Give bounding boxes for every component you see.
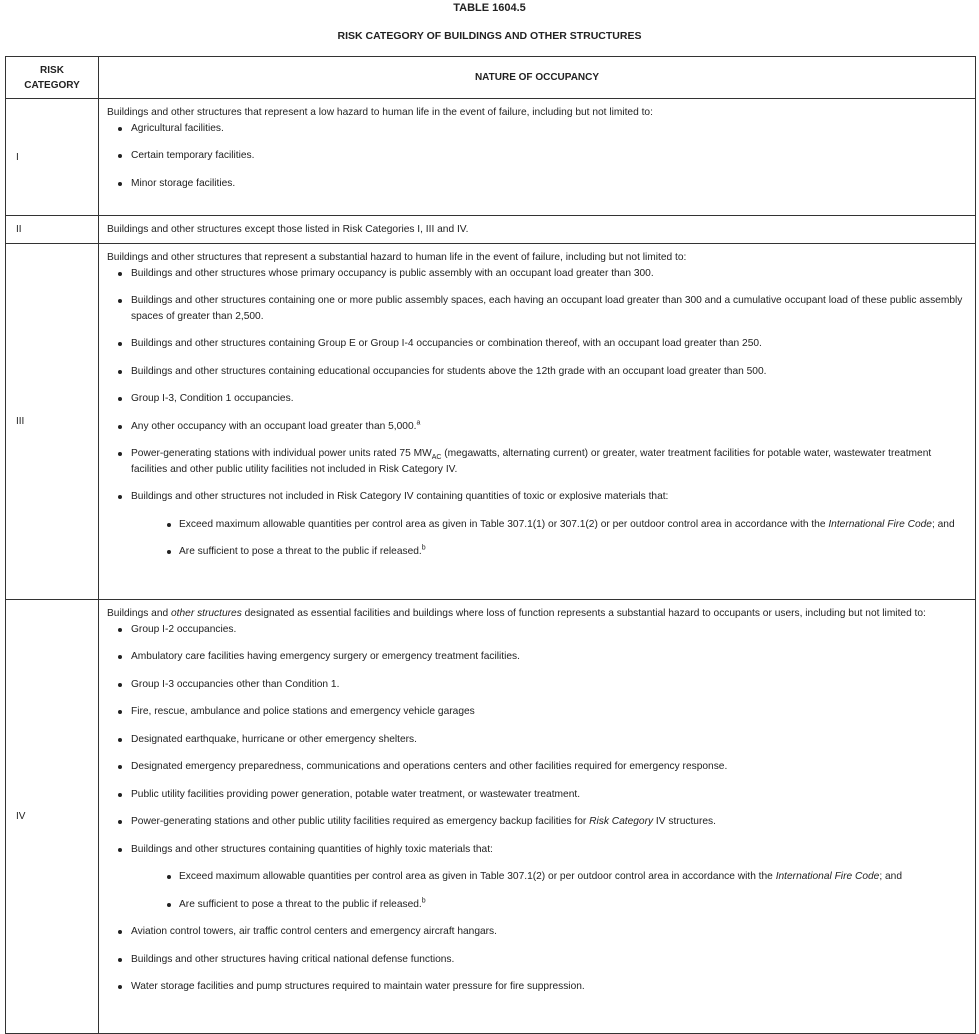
item-text: Buildings and other structures not included in Risk Category IV containing quantities of toxic or explosive materials that: <box>131 491 669 502</box>
table-title: RISK CATEGORY OF BUILDINGS AND OTHER STRUCTURES <box>337 30 642 42</box>
item-text: (megawatts, alternating current) or greater, water treatment facilities for potable water, wastewater treatment facilities and other public utility facilities not included in Risk Category IV. <box>131 448 932 475</box>
item-text: IV structures. <box>653 816 716 827</box>
list-item: Buildings and other structures having critical national defense functions. <box>107 952 965 968</box>
item-list <box>107 266 965 560</box>
item-list <box>107 622 965 995</box>
list-item: Certain temporary facilities. <box>107 148 965 164</box>
footnote-marker: a <box>416 419 421 427</box>
list-item: Aviation control towers, air traffic control centers and emergency aircraft hangars. <box>107 924 965 940</box>
nature-cell <box>99 600 976 1034</box>
category-label: I <box>6 99 99 216</box>
category-label: IV <box>6 600 99 1034</box>
header-nature-of-occupancy: NATURE OF OCCUPANCY <box>99 57 976 99</box>
footnote-marker: b <box>421 897 426 905</box>
item-text: Exceed maximum allowable quantities per control area as given in Table 307.1(1) or 307.1(2) or per outdoor control area in accordance with the <box>179 518 829 530</box>
list-item: Water storage facilities and pump structures required to maintain water pressure for fire suppression. <box>107 979 965 995</box>
list-item <box>107 489 965 560</box>
list-item <box>107 419 965 435</box>
list-item <box>107 814 965 830</box>
list-item: Fire, rescue, ambulance and police stations and emergency vehicle garages <box>107 704 965 720</box>
intro-text: designated as essential facilities and buildings where loss of function represents a substantial hazard to occupants or users, including but not limited to: <box>241 608 926 619</box>
intro-emphasis: other structures <box>171 608 242 619</box>
row-category-ii <box>6 216 976 244</box>
header-risk-category: RISK CATEGORY <box>6 57 99 99</box>
header-row <box>6 57 976 99</box>
sub-item-list <box>131 517 965 560</box>
sub-list-item <box>131 897 965 913</box>
list-item <box>107 842 965 913</box>
subscript-ac: AC <box>431 454 442 462</box>
list-item: Designated emergency preparedness, communications and operations centers and other facilities required for emergency response. <box>107 759 965 775</box>
list-item: Group I-3, Condition 1 occupancies. <box>107 391 965 407</box>
item-text: Power-generating stations with individual power units rated 75 MW <box>131 448 432 459</box>
row-intro: Buildings and other structures except those listed in Risk Categories I, III and IV. <box>107 223 469 235</box>
item-text: Are sufficient to pose a threat to the public if released. <box>179 546 422 557</box>
item-text: Power-generating stations and other public utility facilities required as emergency backup facilities for <box>131 816 590 827</box>
code-reference: International Fire Code <box>828 518 932 530</box>
nature-cell <box>99 244 976 600</box>
row-intro <box>107 606 965 622</box>
code-reference: International Fire Code <box>775 871 880 882</box>
list-item: Public utility facilities providing power generation, potable water treatment, or wastewater treatment. <box>107 787 965 803</box>
list-item: Agricultural facilities. <box>107 121 965 137</box>
item-text: Exceed maximum allowable quantities per control area as given in Table 307.1(2) or per outdoor control area in accordance with the <box>179 871 776 882</box>
list-item: Buildings and other structures containing educational occupancies for students above the 12th grade with an occupant load greater than 500. <box>107 364 965 380</box>
list-item: Buildings and other structures whose primary occupancy is public assembly with an occupant load greater than 300. <box>107 266 965 282</box>
list-item: Designated earthquake, hurricane or other emergency shelters. <box>107 732 965 748</box>
row-category-iv <box>6 600 976 1034</box>
category-label: III <box>6 244 99 600</box>
item-text: Are sufficient to pose a threat to the public if released. <box>179 898 422 910</box>
row-category-i <box>6 99 976 216</box>
table-number: TABLE 1604.5 <box>453 2 526 14</box>
list-item: Buildings and other structures containing Group E or Group I-4 occupancies or combination thereof, with an occupant load greater than 250. <box>107 336 965 352</box>
row-intro: Buildings and other structures that represent a low hazard to human life in the event of failure, including but not limited to: <box>107 107 653 118</box>
sub-list-item <box>131 517 965 533</box>
intro-text: Buildings and <box>107 608 172 619</box>
item-text: ; and <box>931 518 955 530</box>
sub-list-item <box>131 869 965 885</box>
footnote-marker: b <box>421 544 426 552</box>
list-item: Group I-2 occupancies. <box>107 622 965 638</box>
list-item: Buildings and other structures containing one or more public assembly spaces, each having an occupant load greater than 300 and a cumulative occupant load of these public assembly spaces of greater than 2,500. <box>107 293 965 324</box>
nature-cell <box>99 216 976 244</box>
category-label: II <box>6 216 99 244</box>
sub-list-item <box>131 544 965 560</box>
item-text: Buildings and other structures containing quantities of highly toxic materials that: <box>131 843 493 855</box>
list-item: Minor storage facilities. <box>107 176 965 192</box>
row-intro: Buildings and other structures that represent a substantial hazard to human life in the event of failure, including but not limited to: <box>107 252 687 263</box>
risk-category-table <box>5 56 976 1034</box>
item-text: Any other occupancy with an occupant load greater than 5,000. <box>131 420 417 432</box>
nature-cell <box>99 99 976 216</box>
list-item: Ambulatory care facilities having emergency surgery or emergency treatment facilities. <box>107 649 965 665</box>
item-list <box>107 121 965 192</box>
list-item <box>107 446 965 477</box>
sub-item-list <box>131 869 965 912</box>
item-text: ; and <box>879 871 902 882</box>
row-category-iii <box>6 244 976 600</box>
item-emphasis: Risk Category <box>589 816 654 827</box>
list-item: Group I-3 occupancies other than Condition 1. <box>107 677 965 693</box>
